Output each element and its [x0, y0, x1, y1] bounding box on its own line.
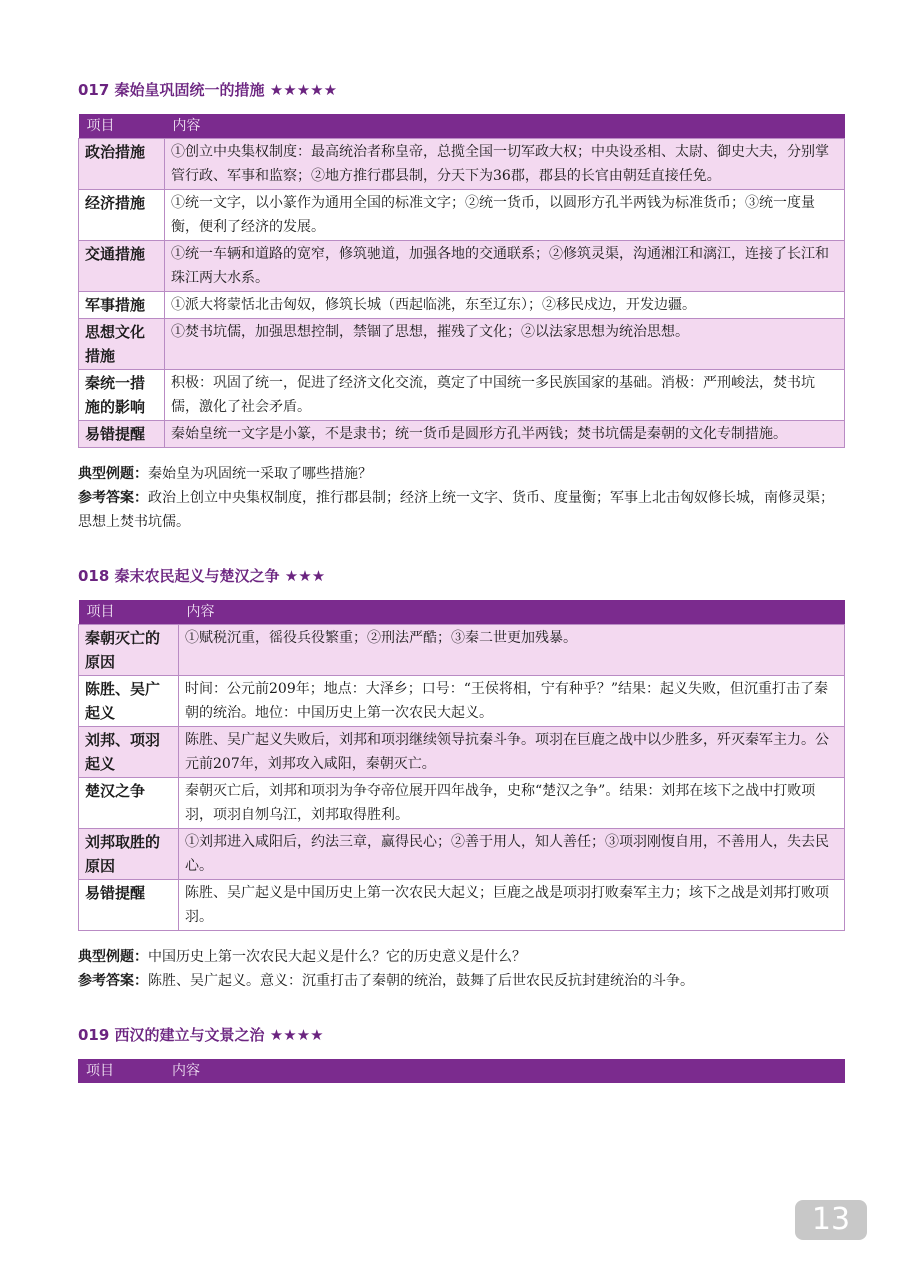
answer-label: 参考答案：	[78, 973, 148, 989]
row-key: 陈胜、吴广起义	[79, 676, 179, 727]
header-content: 内容	[165, 114, 845, 139]
row-value: ①派大将蒙恬北击匈奴，修筑长城（西起临洮，东至辽东）；②移民戍边，开发边疆。	[165, 292, 845, 319]
section-heading: 秦末农民起义与楚汉之争	[114, 567, 280, 585]
answer-text: 政治上创立中央集权制度，推行郡县制；经济上统一文字、货币、度量衡；军事上北击匈奴修长城，南修灵渠；思想上焚书坑儒。	[78, 490, 834, 530]
row-value: ①刘邦进入咸阳后，约法三章，赢得民心；②善于用人，知人善任；③项羽刚愎自用，不善用人，失去民心。	[179, 829, 845, 880]
row-key: 思想文化措施	[79, 319, 165, 370]
row-key: 政治措施	[79, 139, 165, 190]
table-row	[79, 370, 845, 421]
importance-stars: ★★★★★	[269, 81, 338, 99]
table-row	[79, 421, 845, 448]
knowledge-table	[78, 114, 845, 448]
row-key: 经济措施	[79, 190, 165, 241]
table-row	[79, 190, 845, 241]
table-row	[79, 676, 845, 727]
table-row	[79, 292, 845, 319]
row-key: 易错提醒	[79, 880, 179, 931]
table-row	[79, 625, 845, 676]
knowledge-table	[78, 1059, 845, 1083]
row-value: ①统一车辆和道路的宽窄，修筑驰道，加强各地的交通联系；②修筑灵渠，沟通湘江和漓江，连接了长江和珠江两大水系。	[165, 241, 845, 292]
header-content: 内容	[179, 600, 845, 625]
table-row	[79, 829, 845, 880]
section-number: 017	[78, 81, 110, 99]
question-label: 典型例题：	[78, 949, 148, 965]
answer-label: 参考答案：	[78, 490, 148, 506]
section-title	[78, 1025, 845, 1045]
importance-stars: ★★★	[284, 567, 326, 585]
row-key: 军事措施	[79, 292, 165, 319]
question-label: 典型例题：	[78, 466, 148, 482]
reference-answer	[78, 486, 845, 534]
section-017	[78, 80, 845, 534]
table-row	[79, 778, 845, 829]
example-qa	[78, 945, 845, 993]
table-row	[79, 319, 845, 370]
section-number: 018	[78, 567, 110, 585]
table-header	[79, 114, 845, 139]
section-title	[78, 80, 845, 100]
example-question	[78, 945, 845, 969]
header-content: 内容	[164, 1059, 845, 1083]
row-value: 时间：公元前209年；地点：大泽乡；口号：“王侯将相，宁有种乎？”结果：起义失败，但沉重打击了秦朝的统治。地位：中国历史上第一次农民大起义。	[179, 676, 845, 727]
row-key: 刘邦、项羽起义	[79, 727, 179, 778]
row-value: 秦始皇统一文字是小篆，不是隶书；统一货币是圆形方孔半两钱；焚书坑儒是秦朝的文化专制措施。	[165, 421, 845, 448]
row-value: ①创立中央集权制度：最高统治者称皇帝，总揽全国一切军政大权；中央设丞相、太尉、御史大夫，分别掌管行政、军事和监察；②地方推行郡县制，分天下为36郡，郡县的长官由朝廷直接任免。	[165, 139, 845, 190]
table-header	[78, 1059, 845, 1083]
header-item: 项目	[79, 114, 165, 139]
section-heading: 秦始皇巩固统一的措施	[114, 81, 265, 99]
knowledge-table	[78, 600, 845, 931]
row-key: 楚汉之争	[79, 778, 179, 829]
reference-answer	[78, 969, 845, 993]
table-row	[79, 880, 845, 931]
row-key: 交通措施	[79, 241, 165, 292]
page-content	[78, 80, 845, 1083]
page-number: 13	[795, 1200, 867, 1240]
table-row	[79, 727, 845, 778]
example-qa	[78, 462, 845, 534]
table-row	[79, 241, 845, 292]
row-key: 易错提醒	[79, 421, 165, 448]
question-text: 中国历史上第一次农民大起义是什么？它的历史意义是什么？	[148, 949, 526, 965]
row-value: ①焚书坑儒，加强思想控制，禁锢了思想，摧残了文化；②以法家思想为统治思想。	[165, 319, 845, 370]
row-key: 秦朝灭亡的原因	[79, 625, 179, 676]
row-key: 刘邦取胜的原因	[79, 829, 179, 880]
example-question	[78, 462, 845, 486]
section-heading: 西汉的建立与文景之治	[114, 1026, 265, 1044]
section-number: 019	[78, 1026, 110, 1044]
importance-stars: ★★★★	[269, 1026, 324, 1044]
section-title	[78, 566, 845, 586]
row-value: 秦朝灭亡后，刘邦和项羽为争夺帝位展开四年战争，史称“楚汉之争”。结果：刘邦在垓下之战中打败项羽，项羽自刎乌江，刘邦取得胜利。	[179, 778, 845, 829]
header-item: 项目	[79, 600, 179, 625]
row-value: 积极：巩固了统一，促进了经济文化交流，奠定了中国统一多民族国家的基础。消极：严刑峻法，焚书坑儒，激化了社会矛盾。	[165, 370, 845, 421]
section-019	[78, 1025, 845, 1083]
answer-text: 陈胜、吴广起义。意义：沉重打击了秦朝的统治，鼓舞了后世农民反抗封建统治的斗争。	[148, 973, 694, 989]
section-018	[78, 566, 845, 993]
row-value: ①赋税沉重，徭役兵役繁重；②刑法严酷；③秦二世更加残暴。	[179, 625, 845, 676]
table-row	[79, 139, 845, 190]
row-value: 陈胜、吴广起义是中国历史上第一次农民大起义；巨鹿之战是项羽打败秦军主力；垓下之战是刘邦打败项羽。	[179, 880, 845, 931]
row-key: 秦统一措施的影响	[79, 370, 165, 421]
table-header	[79, 600, 845, 625]
header-item: 项目	[78, 1059, 164, 1083]
question-text: 秦始皇为巩固统一采取了哪些措施？	[148, 466, 372, 482]
row-value: ①统一文字，以小篆作为通用全国的标准文字；②统一货币，以圆形方孔半两钱为标准货币；③统一度量衡，便利了经济的发展。	[165, 190, 845, 241]
row-value: 陈胜、吴广起义失败后，刘邦和项羽继续领导抗秦斗争。项羽在巨鹿之战中以少胜多，歼灭秦军主力。公元前207年，刘邦攻入咸阳，秦朝灭亡。	[179, 727, 845, 778]
